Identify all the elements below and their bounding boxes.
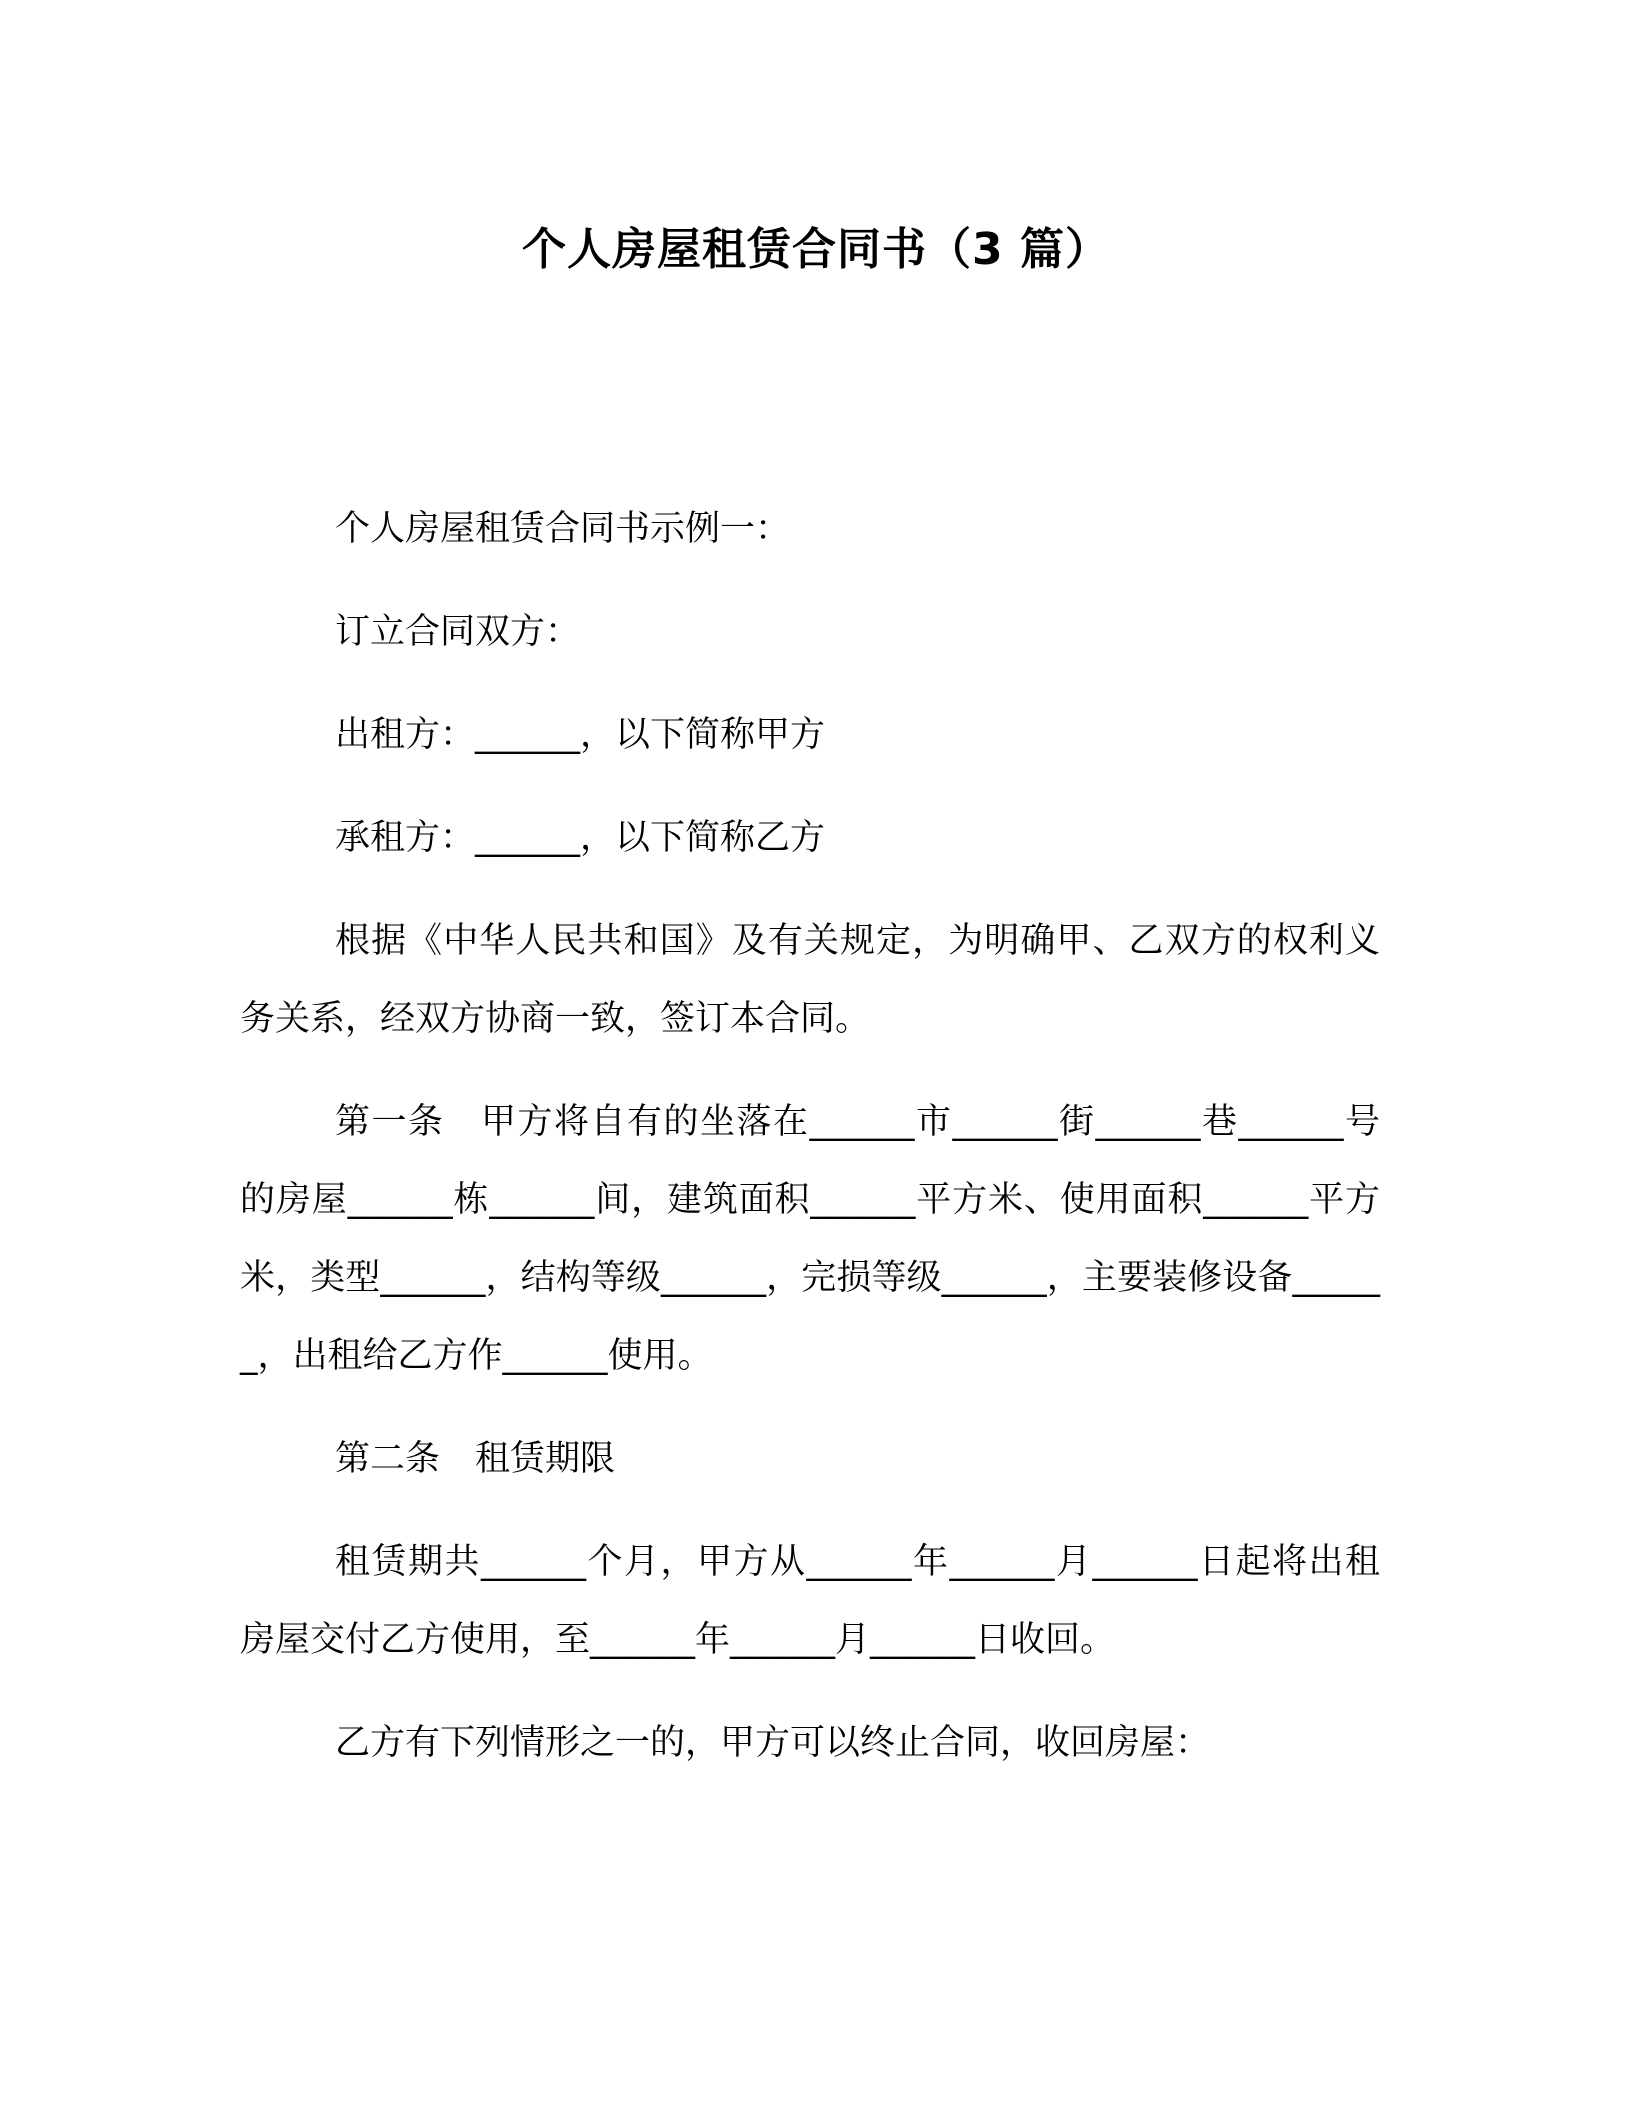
paragraph-parties-heading: 订立合同双方：: [335, 612, 581, 652]
document-body: [240, 490, 1380, 1807]
paragraph-lessor: 出租方：______，以下简称甲方: [335, 715, 826, 755]
paragraph-lessee: 承租方：______，以下简称乙方: [335, 818, 826, 858]
paragraph-preamble: 根据《中华人民共和国》及有关规定，为明确甲、乙双方的权利义务关系，经双方协商一致，签订本合同。: [240, 921, 1380, 1039]
paragraph-article-1: 第一条 甲方将自有的坐落在______市______街______巷______号的房屋______栋______间，建筑面积______平方米、使用面积______平方米，类型______，结构等级______，完损等级______，主要装修设备______，出租给乙方作______使用。: [240, 1102, 1380, 1376]
paragraph-termination-conditions: 乙方有下列情形之一的，甲方可以终止合同，收回房屋：: [335, 1723, 1211, 1763]
paragraph-example-heading: 个人房屋租赁合同书示例一：: [335, 509, 791, 549]
paragraph-article-2-heading: 第二条 租赁期限: [335, 1439, 616, 1479]
paragraph-lease-term: 租赁期共______个月，甲方从______年______月______日起将出租房屋交付乙方使用，至______年______月______日收回。: [240, 1542, 1380, 1660]
document-title: 个人房屋租赁合同书（3 篇）: [522, 224, 1110, 275]
